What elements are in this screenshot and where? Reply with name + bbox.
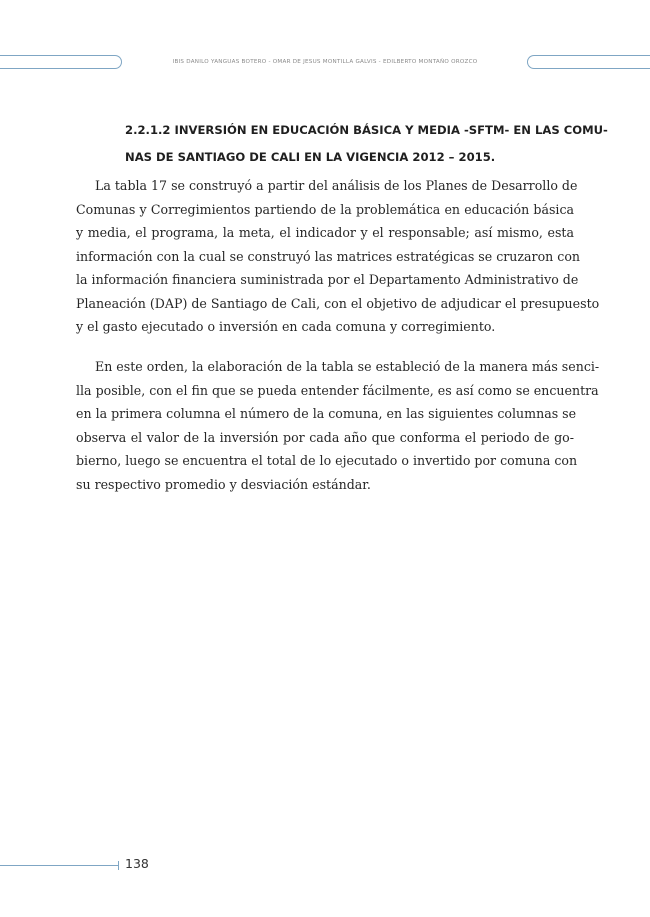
paragraph-line: En este orden, la elaboración de la tabla se estableció de la manera más senci- xyxy=(95,359,600,374)
header-left-decoration xyxy=(0,55,122,69)
header-right-decoration xyxy=(527,55,650,69)
paragraph-line: la información financiera suministrada por el Departamento Administrativo de xyxy=(76,272,579,287)
paragraph-line: información con la cual se construyó las matrices estratégicas se cruzaron con xyxy=(76,248,581,264)
paragraph-line: y media, el programa, la meta, el indicador y el responsable; así mismo, esta xyxy=(76,225,574,240)
page-number: 138 xyxy=(125,856,149,871)
paragraph-line: su respectivo promedio y desviación estándar. xyxy=(76,476,371,492)
section-heading-line: NAS DE SANTIAGO DE CALI EN LA VIGENCIA 2012 – 2015. xyxy=(125,150,496,164)
paragraph-line: observa el valor de la inversión por cada año que conforma el periodo de go- xyxy=(76,429,574,445)
footer-rule-tick xyxy=(118,861,119,870)
paragraph-line: en la primera columna el número de la comuna, en las siguientes columnas se xyxy=(76,406,577,421)
body-paragraph-2 xyxy=(76,355,600,496)
section-heading-line: 2.2.1.2 INVERSIÓN EN EDUCACIÓN BÁSICA Y MEDIA -SFTM- EN LAS COMU- xyxy=(125,123,608,137)
paragraph-line: La tabla 17 se construyó a partir del análisis de los Planes de Desarrollo de xyxy=(95,178,578,193)
paragraph-line: y el gasto ejecutado o inversión en cada comuna y corregimiento. xyxy=(76,319,496,334)
paragraph-line: bierno, luego se encuentra el total de lo ejecutado o invertido por comuna con xyxy=(76,453,578,468)
footer-rule xyxy=(0,865,118,866)
body-paragraph-1 xyxy=(76,174,600,339)
running-header-authors: IBIS DANILO YANGUAS BOTERO - OMAR DE JESUS MONTILLA GALVIS - EDILBERTO MONTAÑO OROZCO xyxy=(172,59,478,65)
paragraph-line: Planeación (DAP) de Santiago de Cali, con el objetivo de adjudicar el presupuesto xyxy=(76,295,600,311)
paragraph-line: lla posible, con el fin que se pueda entender fácilmente, es así como se encuentra xyxy=(76,382,599,398)
section-heading xyxy=(125,117,608,171)
paragraph-line: Comunas y Corregimientos partiendo de la problemática en educación básica xyxy=(76,201,574,217)
